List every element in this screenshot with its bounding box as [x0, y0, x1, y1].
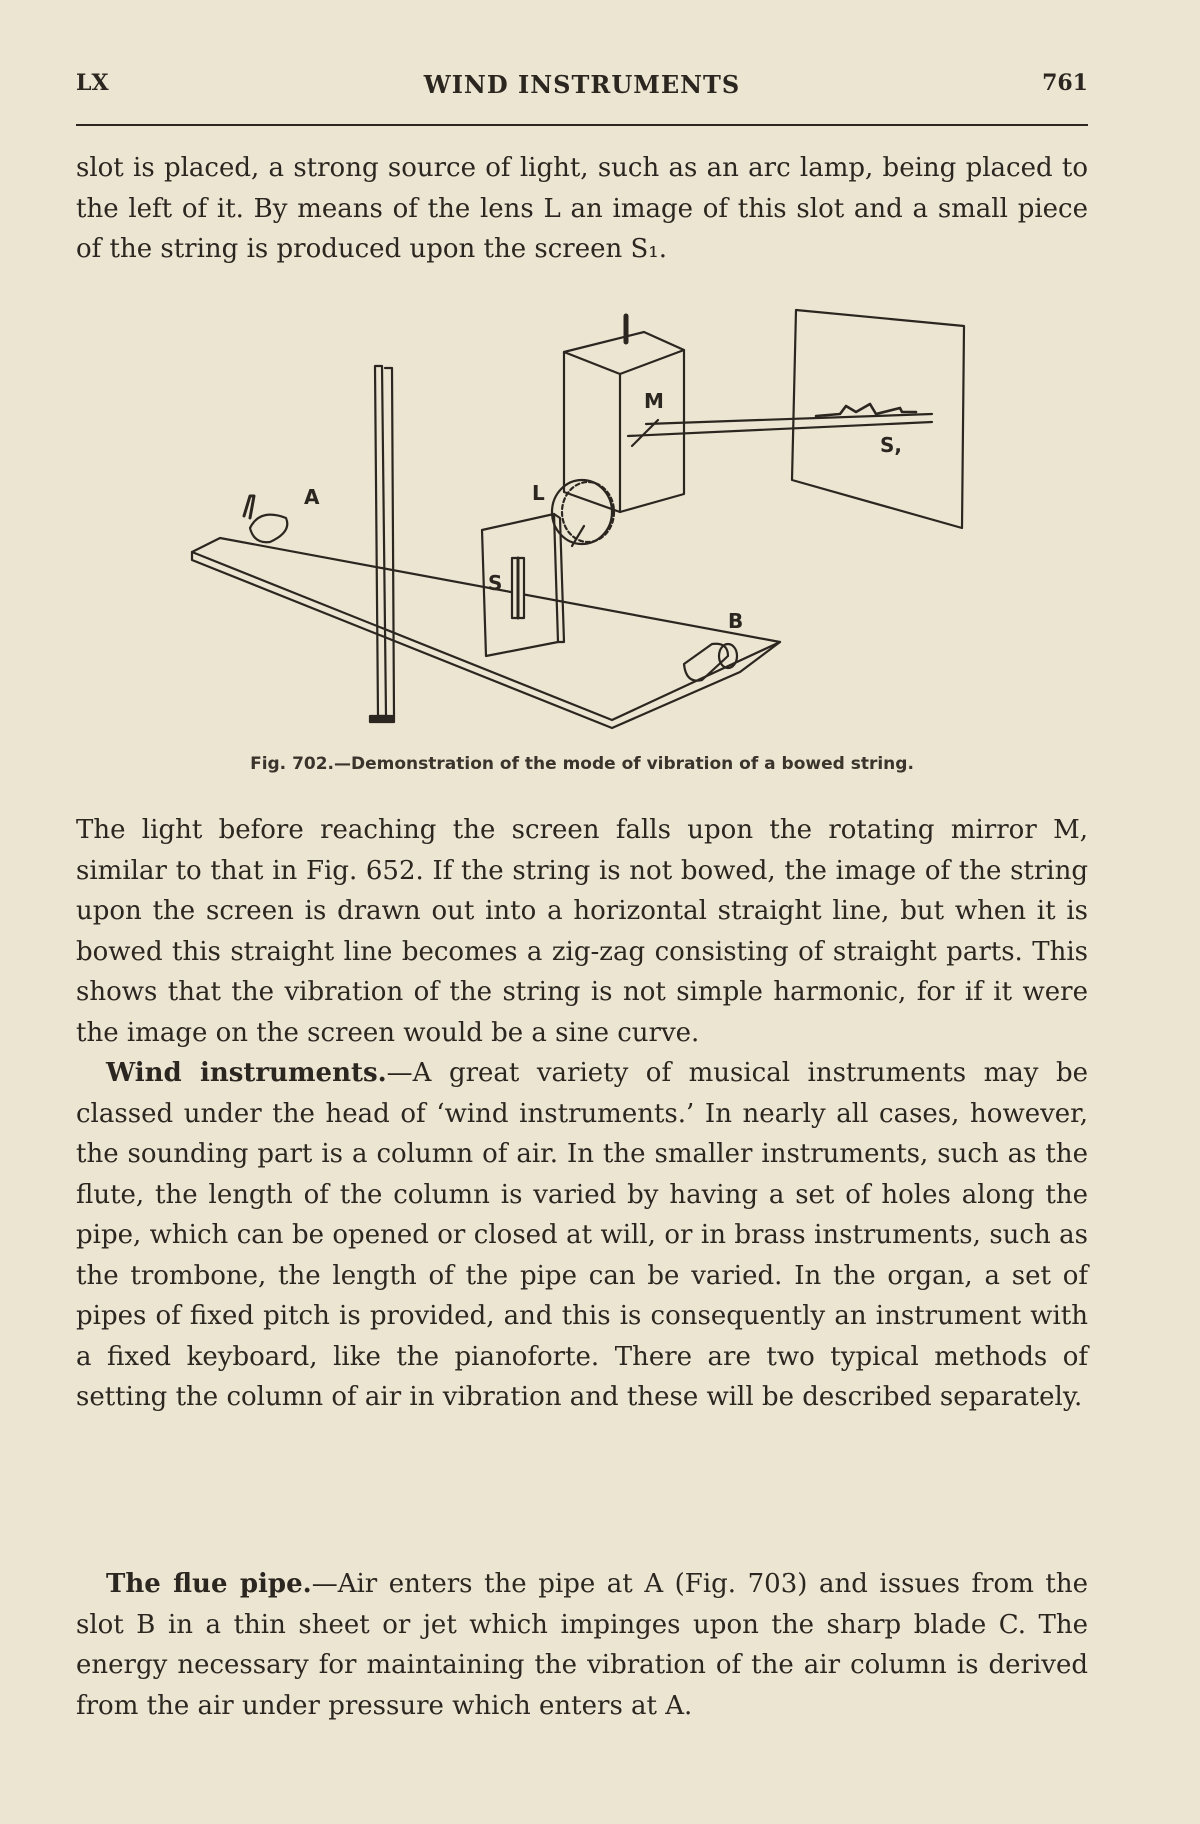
peg-a [250, 515, 287, 543]
label-s: S [488, 571, 503, 595]
paragraph-wind [76, 1053, 1088, 1418]
flue-body: —Air enters the pipe at A (Fig. 703) and issues from the slot B in a thin sheet or jet which impinges upon the sharp blade C. The energy necessary for maintaining the vibration of the air column is derived from the air under pressure which enters at A. [76, 1569, 1088, 1721]
running-header [76, 70, 1088, 104]
figure-702 [180, 296, 980, 736]
flue-heading: The flue pipe. [106, 1569, 312, 1599]
wind-body: —A great variety of musical instruments may be classed under the head of ‘wind instruments.’ In nearly all cases, however, the sounding part is a column of air. In the smaller instruments, such as the flute, the length of the column is varied by having a set of holes along the pipe, which can be opened or closed at will, or in brass instruments, such as the trombone, the length of the pipe can be varied. In the organ, a set of pipes of fixed pitch is provided, and this is consequently an instrument with a fixed keyboard, like the pianoforte. There are two typical methods of setting the column of air in vibration and these will be described separately. [76, 1058, 1088, 1412]
running-title: WIND INSTRUMENTS [423, 70, 741, 99]
intro-text [76, 148, 1088, 270]
label-s1: S, [880, 433, 903, 457]
wind-heading: Wind instruments. [106, 1058, 387, 1088]
label-b: B [728, 609, 744, 633]
apparatus-diagram [180, 296, 980, 736]
light-ray-upper [646, 414, 932, 424]
header-rule [76, 124, 1088, 126]
paragraph-light: The light before reaching the screen falls upon the rotating mirror M, similar to that in Fig. 652. If the string is not bowed, the image of the string upon the screen is drawn out into a horizontal straight line, but when it is bowed this straight line becomes a zig-zag consisting of straight parts. This shows that the vibration of the string is not simple harmonic, for if it were the image on the screen would be a sine curve. [76, 815, 1088, 1048]
label-a: A [304, 485, 320, 509]
mirror-box-top [564, 350, 684, 374]
lens-rim [562, 482, 614, 542]
body-text [76, 810, 1088, 1418]
string-clamp [370, 716, 394, 722]
label-l: L [532, 481, 545, 505]
intro-paragraph: slot is placed, a strong source of light, such as an arc lamp, being placed to the left of it. By means of the lens L an image of this slot and a small piece of the string is produced upon the screen S₁. [76, 153, 1088, 264]
chapter-number: LX [76, 70, 109, 96]
paragraph-flue [76, 1564, 1088, 1726]
label-m: M [644, 389, 664, 413]
page-number: 761 [1042, 70, 1088, 96]
peg-a-stick [244, 496, 254, 518]
string-post [375, 366, 386, 716]
flue-text [76, 1564, 1088, 1726]
figure-caption: Fig. 702.—Demonstration of the mode of vibration of a bowed string. [250, 754, 914, 774]
